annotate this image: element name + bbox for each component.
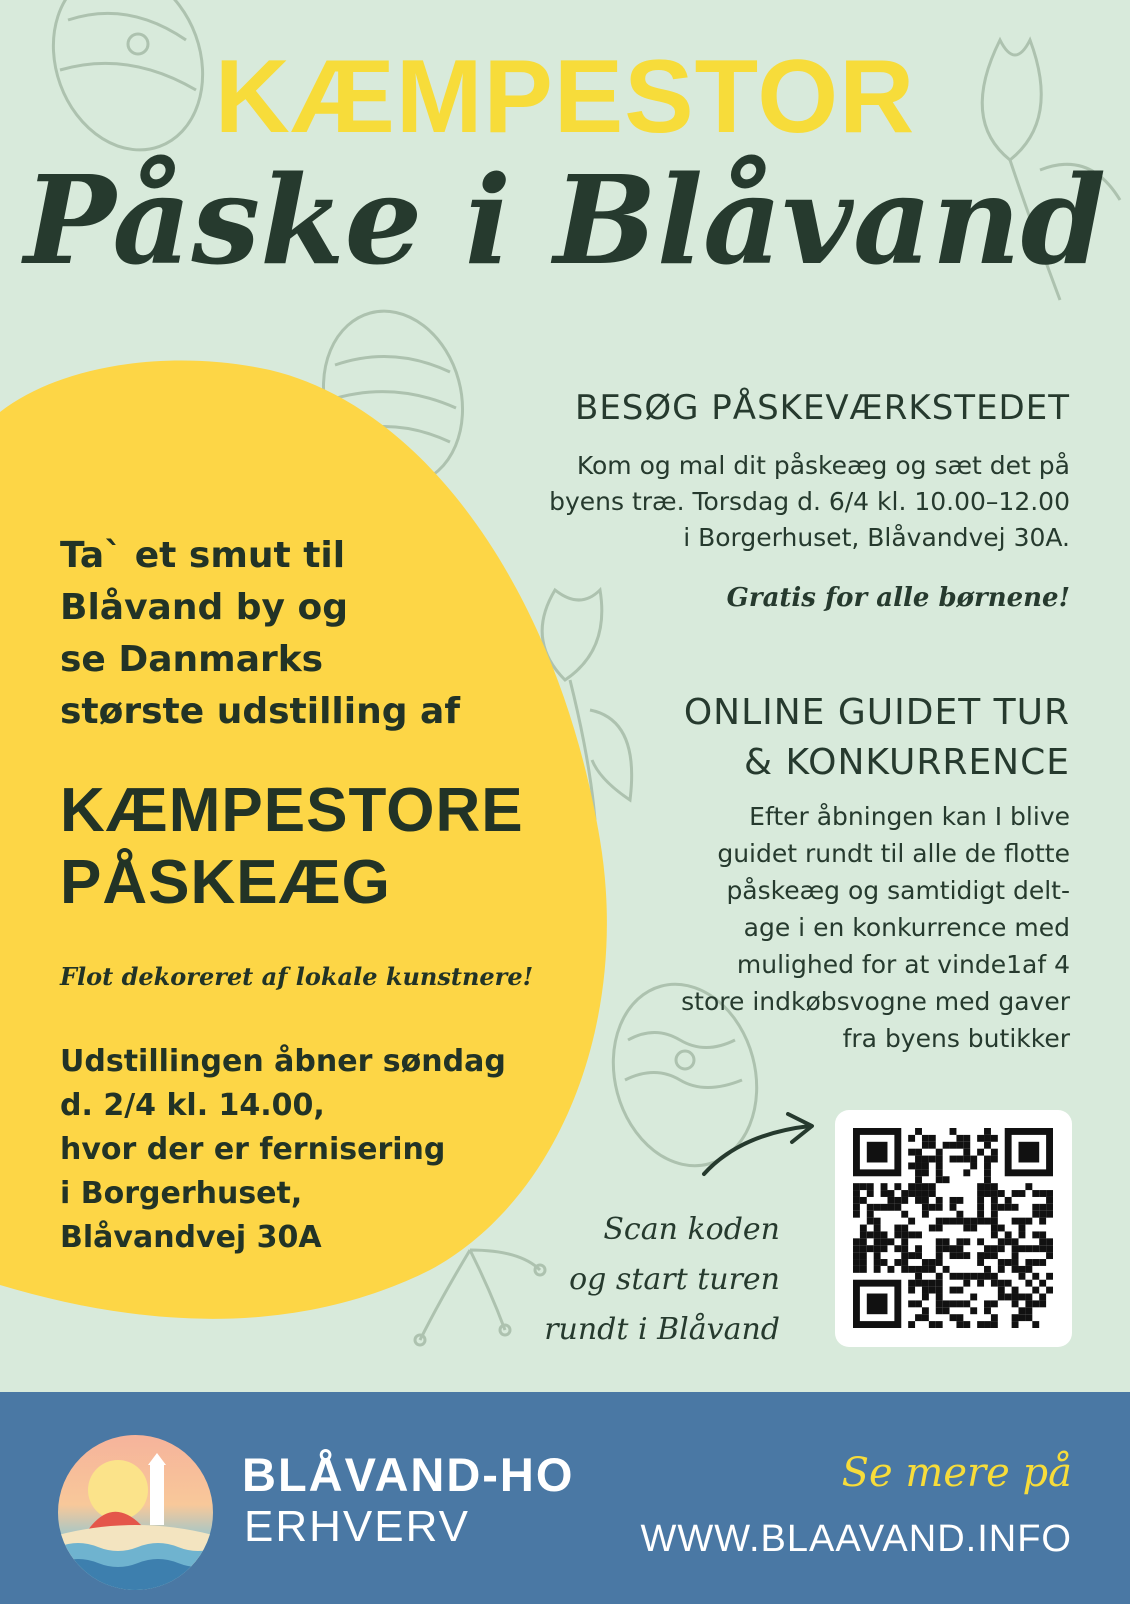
brand-subtitle: ERHVERV <box>244 1502 470 1551</box>
workshop-body <box>549 448 1070 556</box>
artists-tagline: Flot dekoreret af lokale kunstnere! <box>60 962 534 991</box>
guided-tour-title <box>684 688 1070 788</box>
intro-line: se Danmarks <box>60 639 324 680</box>
qr-code[interactable] <box>853 1128 1053 1328</box>
arrow-icon <box>700 1112 820 1182</box>
blavand-logo <box>58 1435 213 1590</box>
intro-text <box>60 530 460 738</box>
lighthouse-icon <box>58 1435 213 1590</box>
qr-code-card[interactable] <box>835 1110 1072 1347</box>
intro-line: Ta` et smut til <box>60 535 346 576</box>
opening-line: d. 2/4 kl. 14.00, <box>60 1088 325 1123</box>
intro-line: Blåvand by og <box>60 587 349 628</box>
guided-tour-line: Efter åbningen kan I blive <box>749 802 1070 831</box>
free-for-kids-tagline: Gratis for alle børnene! <box>726 583 1070 613</box>
guided-tour-title-line: ONLINE GUIDET TUR <box>683 692 1070 733</box>
scan-line: og start turen <box>569 1262 780 1297</box>
guided-tour-line: mulighed for at vinde1af 4 <box>736 950 1070 979</box>
guided-tour-line: guidet rundt til alle de flotte <box>717 839 1070 868</box>
big-heading-line: PÅSKEÆG <box>60 848 391 917</box>
opening-line: Udstillingen åbner søndag <box>60 1044 506 1079</box>
workshop-line: Kom og mal dit påskeæg og sæt det på <box>576 451 1070 480</box>
opening-info <box>60 1040 506 1260</box>
workshop-line: i Borgerhuset, Blåvandvej 30A. <box>683 523 1070 552</box>
opening-line: Blåvandvej 30A <box>60 1220 322 1255</box>
guided-tour-line: store indkøbsvogne med gaver <box>681 987 1070 1016</box>
see-more-label: Se mere på <box>841 1450 1072 1496</box>
headline-title: Påske i Blåvand <box>23 148 1107 292</box>
workshop-title: BESØG PÅSKEVÆRKSTEDET <box>575 388 1070 428</box>
opening-line: i Borgerhuset, <box>60 1176 303 1211</box>
brand-name: BLÅVAND-HO <box>242 1448 575 1501</box>
guided-tour-title-line: & KONKURRENCE <box>744 742 1070 783</box>
website-link[interactable]: WWW.BLAAVAND.INFO <box>640 1518 1072 1560</box>
scan-line: rundt i Blåvand <box>544 1312 780 1347</box>
headline-kicker: KÆMPESTOR <box>214 39 916 155</box>
guided-tour-line: fra byens butikker <box>842 1024 1070 1053</box>
big-heading-line: KÆMPESTORE <box>60 776 524 845</box>
opening-line: hvor der er fernisering <box>60 1132 446 1167</box>
guided-tour-line: påskeæg og samtidigt delt- <box>726 876 1070 905</box>
big-heading <box>60 775 524 919</box>
footer <box>0 1392 1130 1604</box>
workshop-line: byens træ. Torsdag d. 6/4 kl. 10.00–12.00 <box>549 487 1070 516</box>
scan-line: Scan koden <box>603 1212 780 1247</box>
guided-tour-line: age i en konkurrence med <box>743 913 1070 942</box>
intro-line: største udstilling af <box>60 691 460 732</box>
guided-tour-body <box>681 798 1070 1057</box>
scan-instructions <box>544 1205 780 1355</box>
